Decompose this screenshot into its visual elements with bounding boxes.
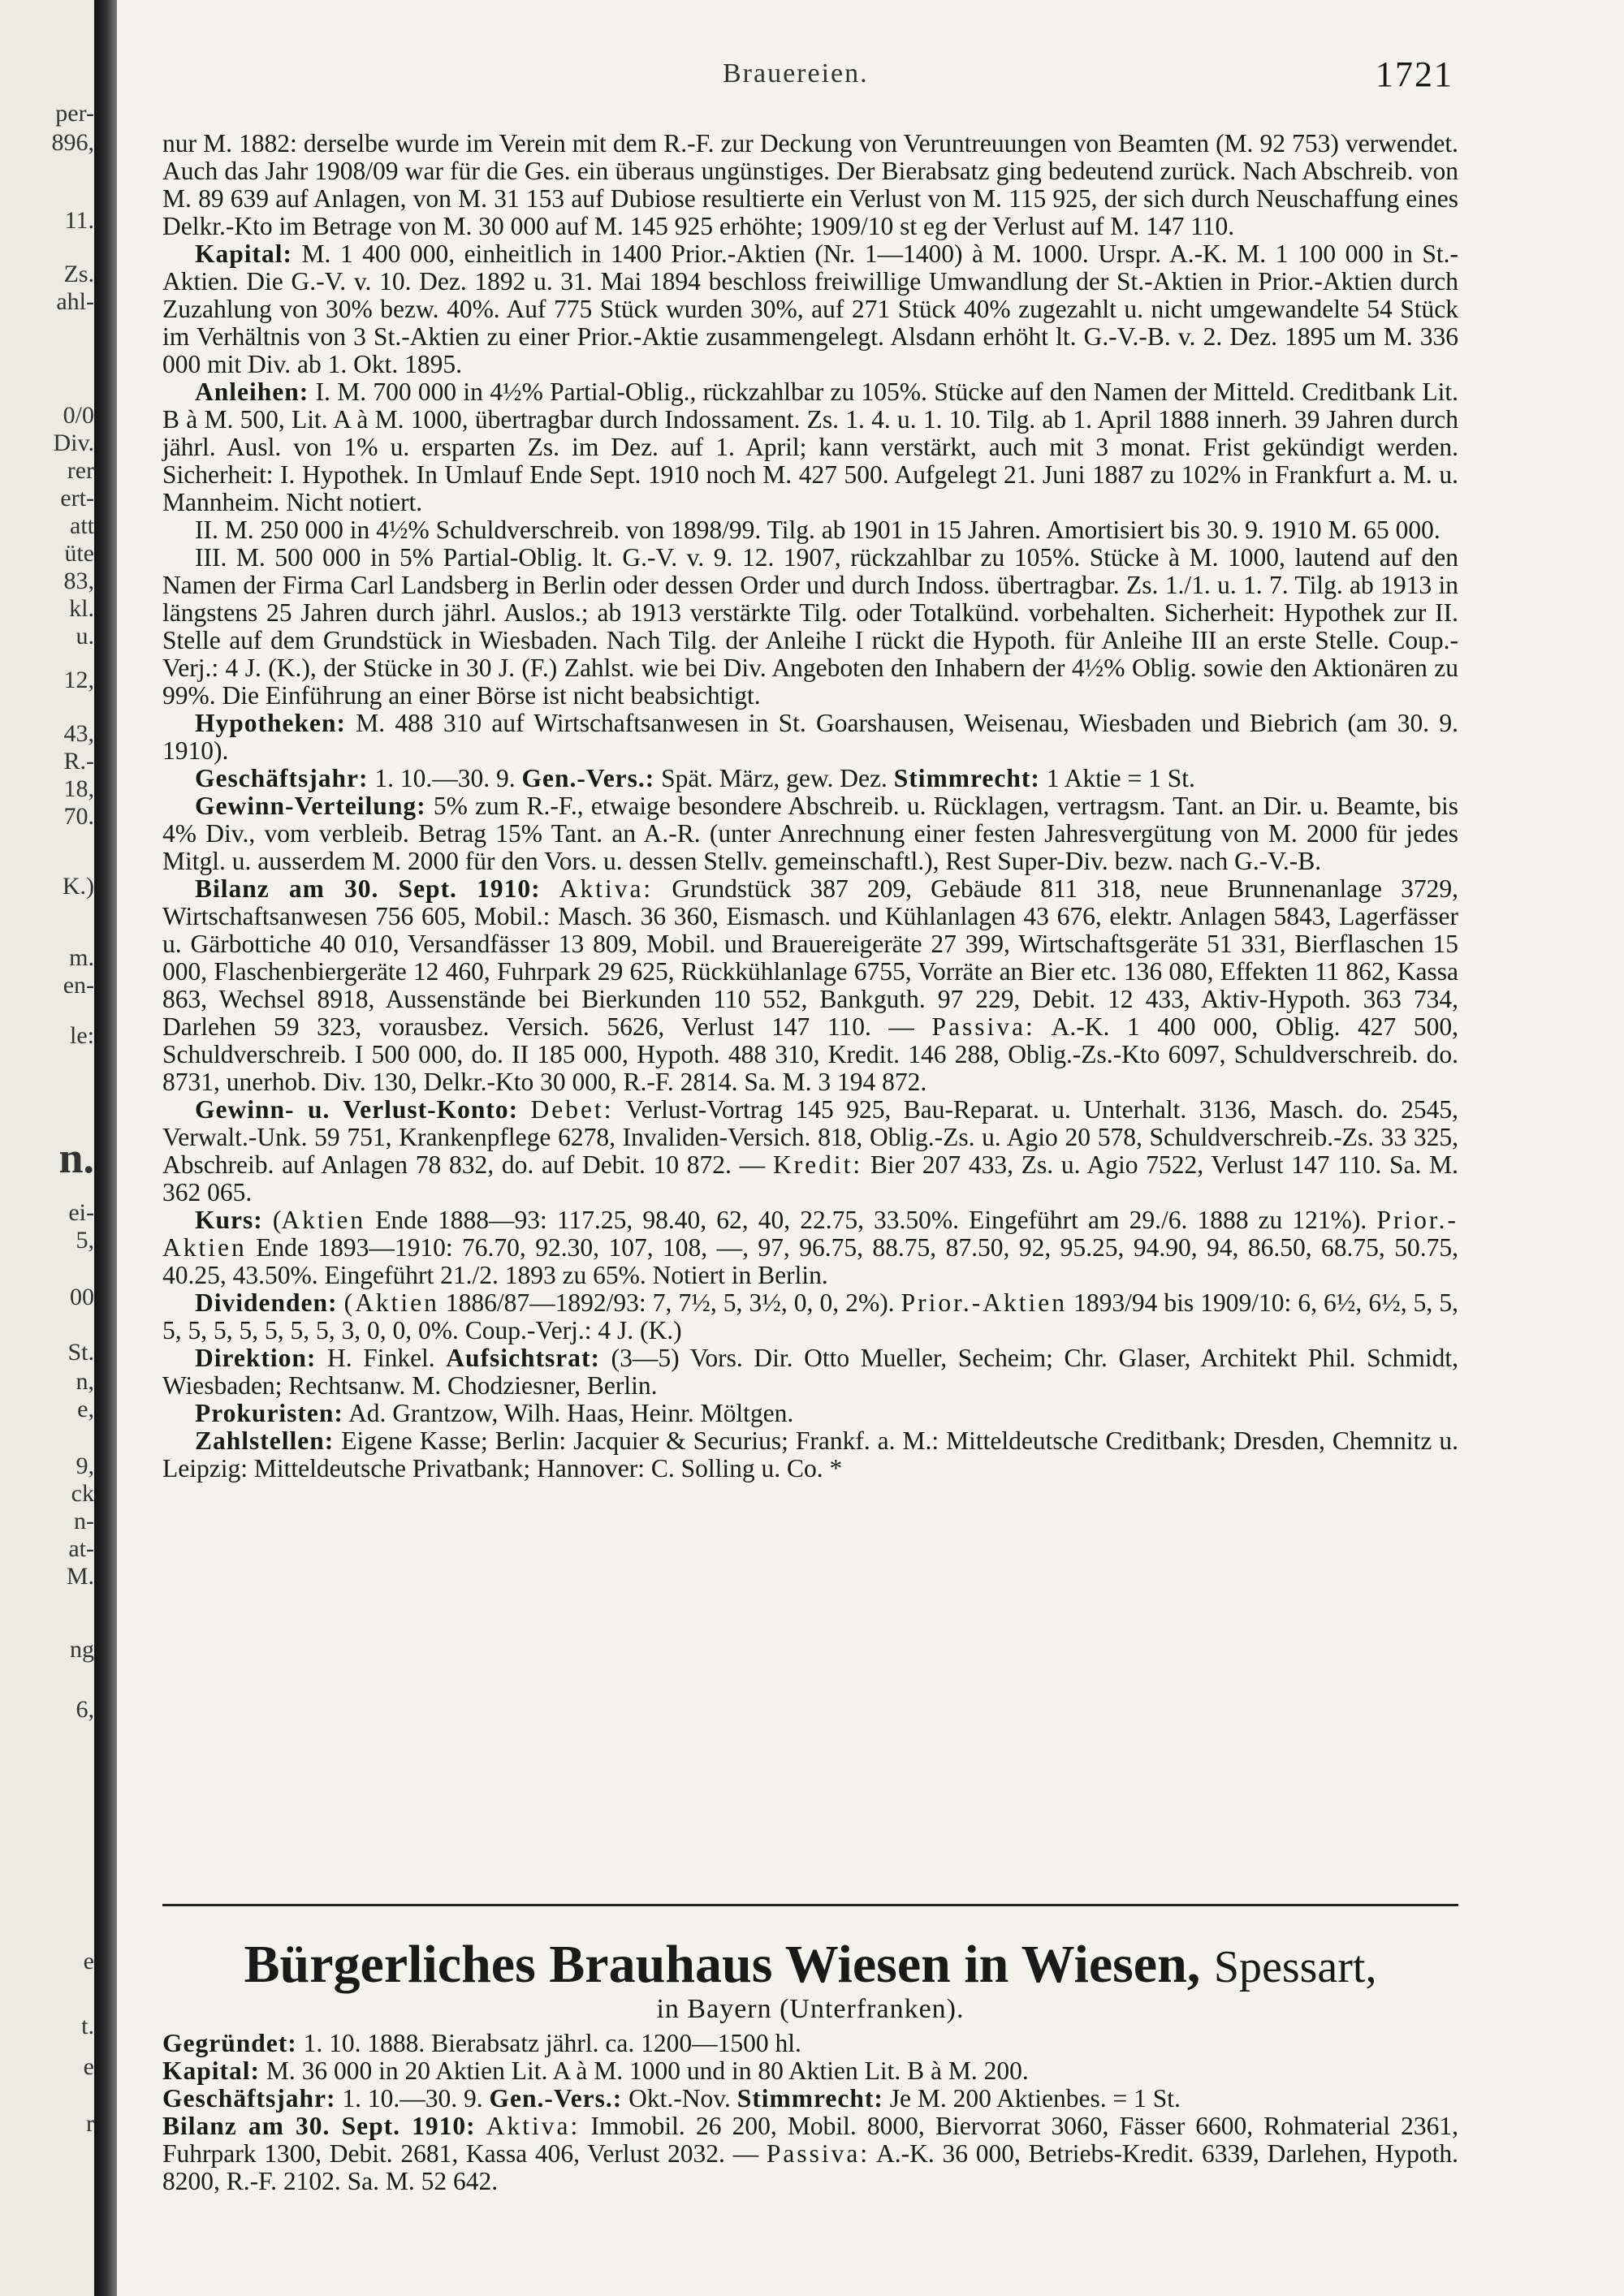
section-text: 1886/87—1892/93: 7, 7½, 5, 3½, 0, 0, 2%). (445, 1288, 895, 1317)
gegruendet-line (162, 2030, 1458, 2057)
section-text: 1. 10.—30. 9. (342, 2084, 483, 2113)
margin-fragment: üte (64, 540, 94, 567)
passiva-label: Passiva: (766, 2139, 870, 2168)
div-aktien-label: (Aktien (343, 1288, 439, 1317)
section-text: 1 Aktie = 1 St. (1046, 764, 1195, 792)
geschaeftsjahr-paragraph (162, 765, 1458, 792)
kurs-paragraph: Kurs: (Aktien Ende 1888—93: 117.25, 98.40, 62, 40, 22.75, 33.50%. Eingeführt am 29./6. 1888 zu 121%). Prior.-Aktien Ende 1893—1910: 76.70, 92.30, 107, 108, —, 97, 96.75, 88.75, 87.50, 92, 95.25, 94.90, 94, 86.50, 68.75, 50.75, 40.25, 43.50%. Eingeführt 21./2. 1893 zu 65%. Notiert in Berlin. (162, 1206, 1459, 1289)
aktiva-label: Aktiva: (486, 2112, 581, 2140)
section-text: Bier 207 433, Zs. u. Agio 7522, Verlust 147 110. Sa. M. 362 065. (162, 1150, 1458, 1206)
section-label: Geschäftsjahr: (195, 764, 369, 792)
margin-fragment: 18, (63, 775, 94, 802)
bilanz-paragraph (162, 875, 1458, 1096)
section-label: Stimmrecht: (736, 2084, 883, 2113)
section-text: H. Finkel. (327, 1344, 435, 1372)
kurs-prior-label: Prior.-Aktien (162, 1206, 1459, 1262)
margin-fragment: kl. (69, 595, 94, 622)
margin-fragment: 11. (64, 207, 94, 234)
section-text: M. 1 400 000, einheitlich in 1400 Prior.-Aktien (Nr. 1—1400) à M. 1000. Urspr. A.-K. M. 1 100 000 in St.-Aktien. Die G.-V. v. 10. Dez. 1892 u. 31. Mai 1894 beschloss freiwillige Umwandlung der St.-Aktien in Prior.-Aktien durch Zuzahlung von 30% bezw. 40%. Auf 775 Stück wurden 30%, auf 271 Stück 40% zugezahlt u. nicht umgewandelte 54 Stück im Verhältnis von 3 St.-Aktien zu einer Prior.-Aktie zusammengelegt. Alsdann erhöht lt. G.-V.-B. v. 2. Dez. 1895 um M. 336 000 mit Div. ab 1. Okt. 1895. (162, 240, 1459, 378)
gewinn-paragraph (162, 792, 1458, 875)
section-label: Gegründet: (162, 2029, 297, 2057)
zahlstellen-paragraph (162, 1427, 1458, 1482)
margin-fragment: ert- (60, 485, 94, 511)
passiva-label: Passiva: (931, 1012, 1035, 1041)
margin-fragment: r (86, 2110, 94, 2137)
section-label: Gen.-Vers.: (521, 764, 655, 792)
article-body (162, 130, 1458, 1482)
section-text: M. 488 310 auf Wirtschaftsanwesen in St. Goarshausen, Weisenau, Wiesbaden und Biebrich (am 30. 9. 1910). (162, 709, 1459, 765)
section-text: A.-K. 1 400 000, Oblig. 427 500, Schuldverschreib. I 500 000, do. II 185 000, Hypoth. 488 310, Kredit. 146 288, Oblig.-Zs.-Kto 6097, Schuldverschreib. do. 8731, unerhob. Div. 130, Delkr.-Kto 30 000, R.-F. 2814. Sa. M. 3 194 872. (162, 1012, 1459, 1096)
margin-fragment: t. (81, 2013, 94, 2039)
section-label: Kapital: (162, 2056, 261, 2085)
margin-fragment: 0/0 (63, 402, 94, 429)
section-label: Gewinn-Verteilung: (195, 792, 426, 820)
section-text: Je M. 200 Aktienbes. = 1 St. (889, 2084, 1181, 2113)
section-label: Kurs: (195, 1206, 263, 1234)
section-label: Anleihen: (195, 378, 309, 406)
margin-fragment: n. (58, 1133, 94, 1182)
section-text: Verlust-Vortrag 145 925, Bau-Reparat. u. Unterhalt. 3136, Masch. do. 2545, Verwalt.-Unk. 59 751, Krankenpflege 6278, Invaliden-Versich. 818, Oblig.-Zs. u. Agio 20 578, Schuldverschreib.-Zs. 33 325, Abschreib. auf Anlagen 78 832, do. auf Debit. 10 872. — (162, 1095, 1458, 1179)
section-text: Ad. Grantzow, Wilh. Haas, Heinr. Möltgen. (348, 1399, 794, 1427)
section-text: Immobil. 26 200, Mobil. 8000, Biervorrat 3060, Fässer 6600, Rohmaterial 2361, Fuhrpark 1300, Debit. 2681, Kassa 406, Verlust 2032. — (162, 2112, 1458, 2168)
margin-fragment: 6, (76, 1696, 94, 1723)
section-label: Hypotheken: (195, 709, 347, 737)
section-label: Bilanz am 30. Sept. 1910: (195, 874, 541, 903)
geschaeftsjahr-line (162, 2085, 1458, 2113)
margin-fragment: M. (66, 1563, 94, 1590)
anleihen-paragraph (162, 378, 1458, 516)
margin-fragment: 83, (63, 568, 94, 594)
section-label: Zahlstellen: (195, 1426, 335, 1455)
left-page-margin (0, 0, 94, 2296)
margin-fragment: 43, (63, 720, 94, 747)
section-label: Stimmrecht: (893, 764, 1040, 792)
margin-fragment: 5, (76, 1227, 94, 1254)
section-label: Geschäftsjahr: (162, 2084, 336, 2113)
section-text: M. 36 000 in 20 Aktien Lit. A à M. 1000 und in 80 Aktien Lit. B à M. 200. (266, 2056, 1029, 2085)
section-text: 5% zum R.-F., etwaige besondere Abschreib. u. Rücklagen, vertragsm. Tant. an Dir. u. Beamte, bis 4% Div., vom verbleib. Betrag 15% Tant. an A.-R. (unter Anrechnung einer festen Jahresvergütung von M. 2000 für jedes Mitgl. u. ausserdem M. 2000 für den Vors. u. dessen Stellv. gemeinschaftl.), Rest Super-Div. bezw. nach G.-V.-B. (162, 792, 1458, 875)
section-label: Bilanz am 30. Sept. 1910: (162, 2112, 476, 2140)
section-text: A.-K. 36 000, Betriebs-Kredit. 6339, Darlehen, Hypoth. 8200, R.-F. 2102. Sa. M. 52 642. (162, 2139, 1458, 2195)
bilanz-line (162, 2113, 1458, 2195)
kapital-line (162, 2057, 1458, 2085)
debet-label: Debet: (530, 1095, 614, 1124)
section-text: Ende 1888—93: 117.25, 98.40, 62, 40, 22.75, 33.50%. Eingeführt am 29./6. 1888 zu 121%). (375, 1206, 1367, 1234)
kredit-label: Kredit: (772, 1150, 863, 1179)
margin-fragment: le: (70, 1022, 94, 1049)
company-heading (162, 1936, 1458, 1996)
margin-fragment: att (70, 512, 94, 539)
margin-fragment: ei- (68, 1199, 94, 1226)
section-text: Spät. März, gew. Dez. (661, 764, 888, 792)
company-name: Bürgerliches Brauhaus Wiesen in Wiesen, (244, 1935, 1201, 1994)
section-text: (3—5) Vors. Dir. Otto Mueller, Secheim; Chr. Glaser, Architekt Phil. Schmidt, Wiesbaden; Rechtsanw. M. Chodziesner, Berlin. (162, 1344, 1458, 1400)
margin-fragment: e, (77, 1396, 94, 1422)
margin-fragment: Div. (53, 429, 94, 456)
gv-konto-paragraph (162, 1096, 1458, 1206)
anleihen-2-paragraph: II. M. 250 000 in 4½% Schuldverschreib. von 1898/99. Tilg. ab 1901 in 15 Jahren. Amortisiert bis 30. 9. 1910 M. 65 000. (195, 516, 1440, 544)
margin-fragment: per- (55, 100, 94, 127)
page-number: 1721 (1376, 54, 1453, 94)
section-text: 1. 10.—30. 9. (374, 764, 516, 792)
intro-paragraph: nur M. 1882: derselbe wurde im Verein mit dem R.-F. zur Deckung von Veruntreuungen von Beamten (M. 92 753) verwendet. Auch das Jahr 1908/09 war für die Ges. ein überaus ungünstiges. Der Bierabsatz ging bedeutend zurück. Nach Abschreib. von M. 89 639 auf Anlagen, von M. 31 153 auf Dubiose resultierte ein Verlust von M. 115 925, der sich durch Neuschaffung eines Delkr.-Kto im Betrage von M. 30 000 auf M. 145 925 erhöhte; 1909/10 st eg der Verlust auf M. 147 110. (162, 129, 1458, 240)
margin-fragment: Zs. (63, 261, 94, 287)
section-label: Aufsichtsrat: (446, 1344, 601, 1372)
section-text: 1. 10. 1888. Bierabsatz jährl. ca. 1200—1500 hl. (303, 2029, 801, 2057)
section-text: I. M. 700 000 in 4½% Partial-Oblig., rückzahlbar zu 105%. Stücke auf den Namen der Mitteld. Creditbank Lit. B à M. 500, Lit. A à M. 1000, übertragbar durch Indossament. Zs. 1. 4. u. 1. 10. Tilg. ab 1. April 1888 innerh. 39 Jahren durch jährl. Ausl. von 1% u. ersparten Zs. im Dez. auf 1. April; kann verstärkt, auch mit 3 monat. Frist gekündigt werden. Sicherheit: I. Hypothek. In Umlauf Ende Sept. 1910 noch M. 427 500. Aufgelegt 21. Juni 1887 zu 102% in Frankfurt a. M. u. Mannheim. Nicht notiert. (162, 378, 1458, 516)
margin-fragment: K.) (62, 873, 94, 900)
section-label: Kapital: (195, 240, 293, 268)
margin-fragment: 00 (70, 1284, 94, 1310)
section-label: Dividenden: (195, 1288, 338, 1317)
margin-fragment: ng (70, 1636, 94, 1663)
book-spine-shadow (94, 0, 117, 2296)
margin-fragment: R.- (63, 748, 94, 775)
margin-fragment: 70. (63, 803, 94, 830)
hypotheken-paragraph (162, 710, 1458, 765)
section-label: Prokuristen: (195, 1399, 343, 1427)
section-text: Ende 1893—1910: 76.70, 92.30, 107, 108, —, 97, 96.75, 88.75, 87.50, 92, 95.25, 94.90, 94, 86.50, 68.75, 50.75, 40.25, 43.50%. Eingeführt 21./2. 1893 zu 65%. Notiert in Berlin. (162, 1233, 1458, 1289)
running-head: Brauereien. (723, 58, 869, 88)
div-prior-label: Prior.-Aktien (901, 1288, 1068, 1317)
margin-fragment: n, (76, 1368, 94, 1395)
kurs-aktien-label: Aktien (281, 1206, 366, 1234)
margin-fragment: e (83, 1948, 94, 1974)
margin-fragment: rer (67, 457, 94, 484)
company-region: Spessart, (1213, 1942, 1377, 1992)
margin-fragment: e (83, 2053, 94, 2080)
margin-fragment: St. (67, 1339, 94, 1366)
section-text: Okt.-Nov. (628, 2084, 731, 2113)
section-text: Grundstück 387 209, Gebäude 811 318, neue Brunnenanlage 3729, Wirtschaftsanwesen 756 605, Mobil.: Masch. 36 360, Eismasch. und Kühlanlagen 43 676, elektr. Anlagen 5843, Lagerfässer u. Gärbottiche 40 010, Versandfässer 13 809, Mobil. und Brauereigeräte 27 399, Wirtschaftsgeräte 51 331, Bierflaschen 15 000, Flaschenbiergeräte 12 460, Fuhrpark 29 625, Rückkühlanlage 6755, Vorräte an Bier etc. 136 080, Effekten 11 862, Kassa 863, Wechsel 8918, Aussenstände bei Bierkunden 110 552, Bankguth. 97 229, Debit. 12 433, Aktiv-Hypoth. 363 734, Darlehen 59 323, vorausbez. Versich. 5626, Verlust 147 110. — (162, 874, 1458, 1041)
section-divider (162, 1904, 1458, 1906)
margin-fragment: en- (63, 972, 94, 999)
dividenden-paragraph (162, 1289, 1458, 1344)
section-text: Eigene Kasse; Berlin: Jacquier & Securius; Frankf. a. M.: Mitteldeutsche Creditbank; Dresden, Chemnitz u. Leipzig: Mitteldeutsche Privatbank; Hannover: C. Solling u. Co. * (162, 1426, 1458, 1482)
margin-fragment: ahl- (56, 288, 94, 315)
direktion-paragraph (162, 1344, 1458, 1400)
section-text: 1893/94 bis 1909/10: 6, 6½, 6½, 5, 5, 5, 5, 5, 5, 5, 5, 5, 3, 0, 0, 0%. Coup.-Verj.: 4 J. (K.) (162, 1288, 1459, 1344)
margin-fragment: m. (69, 944, 94, 971)
margin-fragment: at- (68, 1535, 94, 1562)
section-label: Gen.-Vers.: (489, 2084, 623, 2113)
kapital-paragraph (162, 240, 1458, 378)
anleihen-3-paragraph: III. M. 500 000 in 5% Partial-Oblig. lt. G.-V. v. 9. 12. 1907, rückzahlbar zu 105%. Stücke à M. 1000, lautend auf den Namen der Firma Carl Landsberg in Berlin oder dessen Order und durch Indoss. übertragbar. Zs. 1./1. u. 1. 7. Tilg. ab 1913 in längstens 25 Jahren durch jährl. Auslos.; ab 1913 verstärkte Tilg. oder Totalkünd. vorbehalten. Sicherheit: Hypothek zur II. Stelle auf dem Grundstück in Wiesbaden. Nach Tilg. der Anleihe I rückt die Hypoth. für Anleihe III an erste Stelle. Coup.-Verj.: 4 J. (K.), der Stücke in 30 J. (F.) Zahlst. wie bei Div. Angeboten den Inhabern der 4½% Oblig. sowie den Aktionären zu 99%. Die Einführung an einer Börse ist nicht beabsichtigt. (162, 543, 1458, 710)
margin-fragment: n- (74, 1508, 94, 1534)
margin-fragment: ck (71, 1480, 94, 1507)
margin-fragment: 9, (76, 1452, 94, 1479)
section-label: Gewinn- u. Verlust-Konto: (195, 1095, 519, 1124)
margin-fragment: 896, (51, 129, 94, 156)
prokuristen-paragraph (162, 1400, 1458, 1427)
company-subtitle: in Bayern (Unterfranken). (656, 1994, 965, 2024)
margin-fragment: 12, (63, 667, 94, 693)
aktiva-label: Aktiva: (559, 874, 654, 903)
company-entry-body (162, 2030, 1458, 2195)
section-label: Direktion: (195, 1344, 317, 1372)
margin-fragment: u. (76, 623, 94, 650)
